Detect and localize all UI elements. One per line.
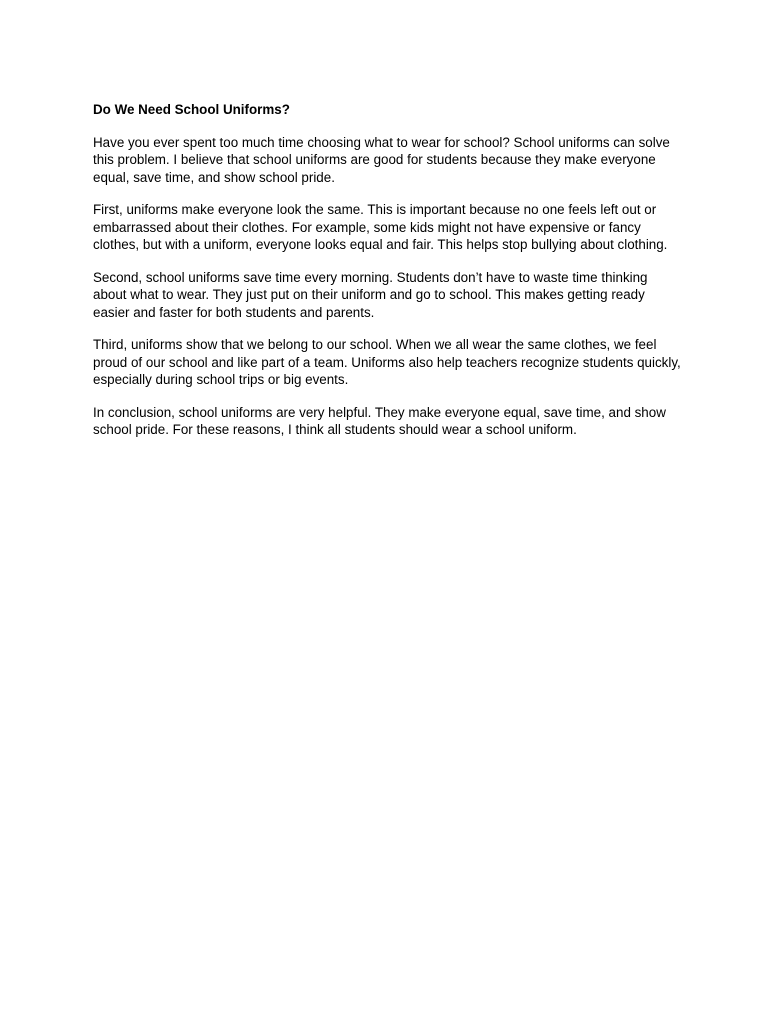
conclusion-paragraph: In conclusion, school uniforms are very helpful. They make everyone equal, save time, and show school pride. For these reasons, I think all students should wear a school uniform. bbox=[93, 404, 666, 437]
second-reason-paragraph: Second, school uniforms save time every morning. Students don’t have to waste time thinking about what to wear. They just put on their uniform and go to school. This makes getting ready easier and faster for both students and parents. bbox=[93, 269, 648, 320]
third-reason-paragraph: Third, uniforms show that we belong to our school. When we all wear the same clothes, we feel proud of our school and like part of a team. Uniforms also help teachers recognize students quickly, especially during school trips or big events. bbox=[93, 337, 681, 387]
document-title: Do We Need School Uniforms? bbox=[93, 102, 290, 117]
first-reason-paragraph: First, uniforms make everyone look the same. This is important because no one feels left out or embarrassed about their clothes. For example, some kids might not have expensive or fancy clothes, but with a uniform, everyone looks equal and fair. This helps stop bullying about clothing. bbox=[93, 202, 668, 252]
introduction-paragraph: Have you ever spent too much time choosing what to wear for school? School uniforms can solve this problem. I believe that school uniforms are good for students because they make everyone equal, save time, and show school pride. bbox=[93, 134, 670, 185]
document-body bbox=[93, 101, 683, 454]
